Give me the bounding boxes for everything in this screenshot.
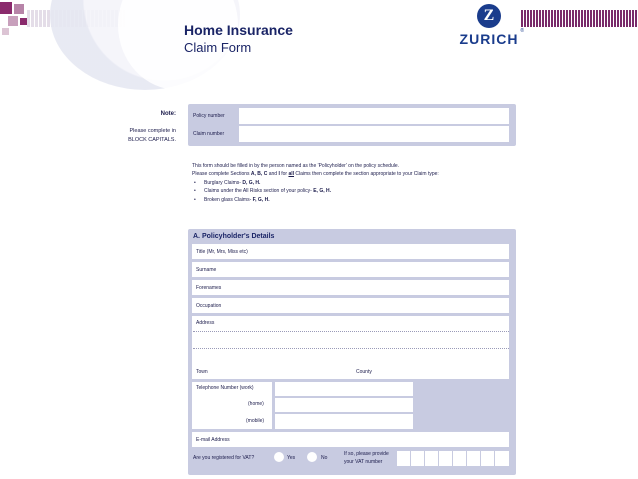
note-line: BLOCK CAPITALS. (128, 137, 176, 143)
telephone-home-label: (home) (248, 401, 264, 407)
instructions (192, 162, 439, 204)
vat-yes-radio[interactable] (274, 452, 284, 462)
address-divider (193, 348, 509, 349)
decor-stripes-right (521, 10, 638, 27)
telephone-mobile-label: (mobile) (246, 418, 265, 424)
telephone-home-field[interactable] (275, 398, 413, 412)
title-field[interactable]: Title (Mr, Mrs, Miss etc) (192, 244, 509, 259)
instruction-bullet: • Claims under the All Risks section of your policy- E, G, H. (192, 187, 439, 195)
vat-number-box[interactable] (425, 451, 438, 466)
town-field[interactable] (192, 364, 509, 379)
vat-number-label: If so, please provide your VAT number (344, 451, 389, 465)
instruction-bullet: • Burglary Claims- D, G, H. (192, 179, 439, 187)
vat-number-box[interactable] (411, 451, 424, 466)
logo-emblem: Z (477, 4, 501, 28)
vat-yes-label: Yes (287, 455, 296, 461)
town-label: Town (196, 368, 208, 375)
address-label: Address (196, 320, 215, 326)
vat-number-box[interactable] (453, 451, 466, 466)
policy-number-field[interactable] (239, 108, 509, 124)
section-a-title: A. Policyholder's Details (193, 233, 275, 240)
vat-no-label: No (321, 455, 328, 461)
instruction-line: This form should be filled in by the person named as the 'Policyholder' on the policy schedule. (192, 163, 400, 169)
vat-question: Are you registered for VAT? (193, 455, 255, 461)
claim-number-label: Claim number (193, 131, 225, 137)
logo-registered-mark: ® (520, 28, 524, 34)
forenames-field[interactable]: Forenames (192, 280, 509, 295)
decor-square (0, 2, 12, 14)
zurich-logo (456, 4, 522, 48)
address-divider (193, 331, 509, 332)
instruction-line: Please complete Sections A, B, C and I for all Claims then complete the section appropriate to your Claim type: (192, 171, 439, 178)
note-text (128, 127, 176, 145)
county-label: County (356, 368, 372, 375)
policy-number-label: Policy number (193, 113, 225, 119)
instruction-bullet: • Broken glass Claims- F, G, H. (192, 196, 439, 204)
page-subtitle: Claim Form (184, 40, 252, 55)
decor-square (8, 16, 18, 26)
vat-number-box[interactable] (481, 451, 494, 466)
email-field[interactable]: E-mail Address (192, 432, 509, 447)
vat-number-box[interactable] (397, 451, 410, 466)
vat-no-radio[interactable] (307, 452, 317, 462)
telephone-work-field[interactable] (275, 382, 413, 396)
surname-field[interactable]: Surname (192, 262, 509, 277)
logo-wordmark: ZURICH (459, 31, 519, 47)
note-label: Note: (160, 111, 176, 117)
vat-number-box[interactable] (439, 451, 452, 466)
vat-number-box[interactable] (467, 451, 480, 466)
address-field[interactable] (192, 316, 509, 365)
vat-number-box[interactable] (495, 451, 509, 466)
claim-number-field[interactable] (239, 126, 509, 142)
telephone-mobile-field[interactable] (275, 414, 413, 429)
decor-square (14, 4, 24, 14)
note-line: Please complete in (129, 128, 176, 134)
telephone-work-label: Telephone Number (work) (196, 385, 254, 391)
decor-square (2, 28, 9, 35)
decor-square (20, 18, 27, 25)
occupation-field[interactable]: Occupation (192, 298, 509, 313)
page-title: Home Insurance (184, 22, 293, 38)
